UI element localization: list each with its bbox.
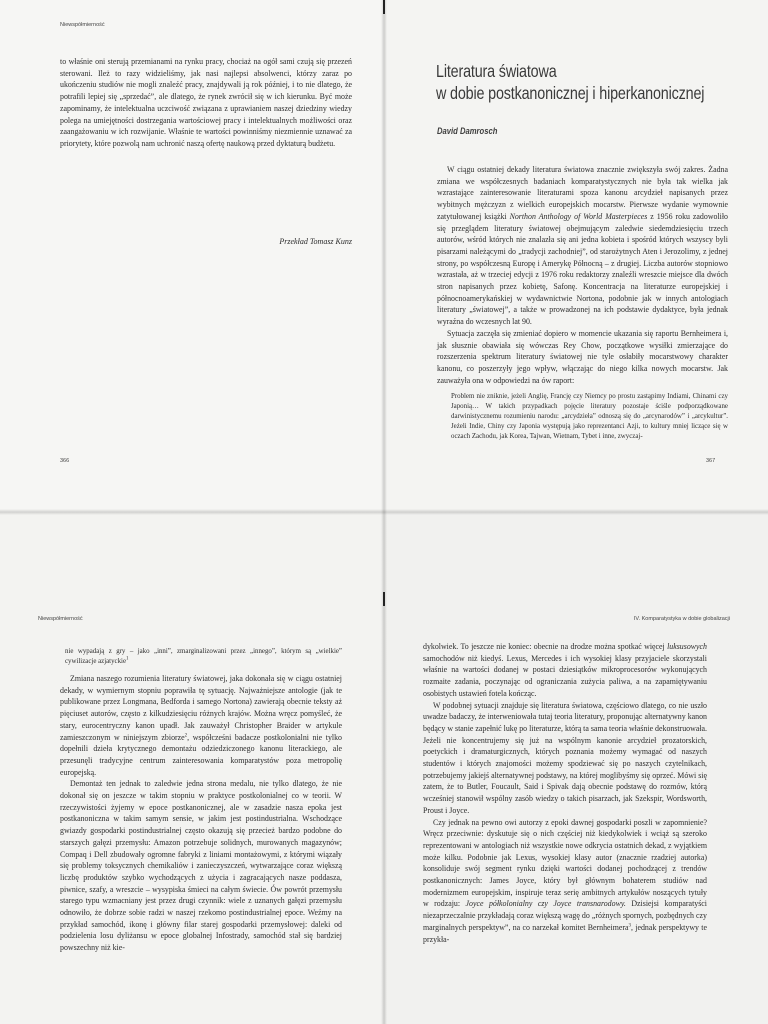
block-quote-continued <box>60 647 342 667</box>
translator-credit: Przekład Tomasz Kunz <box>279 237 352 246</box>
paragraph <box>423 817 707 946</box>
article-title <box>436 60 705 104</box>
page-left-lower <box>0 512 384 1024</box>
footnote-marker: 2 <box>184 732 188 738</box>
running-head: Niewspółmierność <box>60 22 105 28</box>
paragraph: Demontaż ten jednak to zaledwie jedna strona medalu, nie tylko dlatego, że nie dokonał się on jeszcze w takim stopniu w praktyce postkolonialnej co w teorii. W rzeczywistości żyjemy w epoce postkanonicznej, ale w zasadzie nasza epoka jest postkanoniczna w takim samym sensie, w jakim jest postindustrialna. Wschodzące gwiazdy gospodarki postindustrialnej często okazują się przecież bardzo podobne do starszych gałęzi przemysłu: Amazon potrzebuje solidnych, murowanych magazynów; Compaq i Dell zbudowały ogromne fabryki z liniami montażowymi, z którymi wiązały się problemy toksycznych chemikaliów i zanieczyszczeń, wytwarzające coraz większą liczbę produktów szybko wychodzących z użycia i zagracających nasze poddasza, piwnice, szafy, a wreszcie – wysypiska śmieci na całym świecie. Ów powrót przemysłu starego typu wzmacniany jest przez drugi czynnik: wiele z uznanych gałęzi przemysłu odnowiło, że dobrze sobie radzi w naszej rzekomo postindustrialnej epoce. Weźmy na przykład samochód, ikonę i główny filar starej gospodarki przemysłowej: daleki od podzielenia losu dyliżansu w epoce globalnej Infostrady, samochód stał się bardziej powszechny niż kie- <box>60 779 342 953</box>
article-titles: Joyce półkolonialny czy Joyce transnarodowy. <box>465 899 626 909</box>
text-run: , współcześni badacze postkolonialni nie tylko dopełnili dzieła krytycznego demontażu odziedziczonego kanonu literackiego, ale przesunęli tradycyjne centrum zainteresowania komparatystów poza metropolię europejską. <box>60 732 342 777</box>
paragraph <box>437 164 728 328</box>
book-title: Northon Anthology of World Masterpieces <box>509 211 648 221</box>
author-name: David Damrosch <box>437 126 498 136</box>
paragraph: to właśnie oni sterują przemianami na rynku pracy, chociaż na ogół sami czują się przezeń sterowani. Ileż to razy widzieliśmy, jak nasi najlepsi absolwenci, którzy zaraz po ukończeniu studiów nie mogli znaleźć pracy, znajdywali ją rok później, i to nie dlatego, że potrafili lepiej się „sprzedać”, ale dlatego, że rynek zwrócił się w ich kierunku. Być może zapominamy, że intelektualna uczciwość związana z uprawianiem naszej dziedziny wiedzy polega na umiejętności dostrzegania wartościowej pracy i intelektualnych możliwości oraz zaangażowaniu w ich rozwijanie. Właśnie te wartości powinniśmy niezmiennie uznawać za priorytety, które pozwolą nam uchronić naszą ofertę naukową przed dyktaturą budżetu. <box>60 57 352 148</box>
running-head: IV. Komparatystyka w dobie globalizacji <box>633 616 730 622</box>
scan-seam <box>0 509 768 515</box>
page-366 <box>0 0 384 512</box>
text-run: samochodów niż kiedyś. Lexus, Mercedes i ich wysokiej klasy przyjaciele skorzystali właśnie na wartości dodanej w postaci dziesiątków mikroprocesorów wykonujących rozmaite zadania, poczynając od ograniczania zużycia paliwa, a na zapamiętywaniu osobistych ustawień fotela kończąc. <box>423 653 707 698</box>
fold-mark <box>383 0 385 14</box>
page-number: 367 <box>706 458 716 464</box>
paragraph <box>423 641 707 700</box>
page-367 <box>384 0 768 512</box>
text-run: Dzisiejsi komparatyści niezaprzeczalnie przykładają coraz większą wagę do „różnych spornych, pozbędnych czy marginalnych perspektyw”, na co narzekał komitet Bernheimera <box>423 899 707 932</box>
text-run: Zmiana naszego rozumienia literatury światowej, jaka dokonała się w ciągu ostatniej dekady, w wymiernym stopniu poprawiła tę sytuację. Najważniejsze antologie (jak te publikowane przez Longmana, Bedforda i samego Nortona) zawierają obecnie teksty aż pięciuset autorów, często z kilkudziesięciu różnych krajów. Można wręcz pomyśleć, że stary, eurocentryczny kanon upadł. Jak zauważył Christopher Braider w artykule zamieszczonym w niniejszym zbiorze <box>60 674 342 742</box>
text-run: W ciągu ostatniej dekady literatura światowa znacznie zwiększyła swój zakres. Żadna zmiana we współczesnych badaniach komparatystycznych nie była tak wielka jak wzrastające zainteresowanie literaturami spoza kanonu arcydzieł napisanych przez wybitnych mężczyzn z wielkich europejskich mocarstw. Pierwsze wydanie wymownie zatytułowanej książki <box>437 165 728 221</box>
running-head: Niewspółmierność <box>38 616 83 622</box>
text-run: Czy jednak na pewno owi autorzy z epoki dawnej gospodarki poszli w zapomnienie? Wręcz przeciwnie: dyskutuje się o nich częściej niż kiedykolwiek i wciąż są szeroko reprezentowani w antologiach niż wszystkie nowe odkrycia ostatnich dekad, z wyjątkiem może kilku. Podobnie jak Lexus, wysokiej klasy autor (znacznie rzadziej autorka) konsoliduje swój segment rynku dzięki wartości dodanej pochodzącej z trendów postkanonicznych: James Joyce, który był głównym bohaterem studiów nad modernizmem europejskim, inspiruje teraz serię ambitnych artykułów noszących tytuły w rodzaju: <box>423 817 707 909</box>
footnote-marker: 1 <box>126 656 129 662</box>
text-run: dykolwiek. To jeszcze nie koniec: obecnie na drodze można spotkać więcej <box>423 642 665 651</box>
paragraph <box>60 673 342 778</box>
paragraph: W podobnej sytuacji znajduje się literatura światowa, częściowo dlatego, co nie uszło uwadze badaczy, że interweniowała tutaj teoria literatury, proponując alternatywny kanon będący w stanie zapełnić lukę po literaturze, którą ta sama teoria właśnie dekonstruowała. Jeżeli nie koncentrujemy się już na wspólnym kanonie arcydzieł prozatorskich, poetyckich i dramaturgicznych, których poznania możemy wymagać od naszych studentów i których znajomości możemy spodziewać się po naszych czytelnikach, potrzebujemy jakiejś alternatywnej podstawy, na której moglibyśmy się oprzeć. Mówi się zatem, że to Butler, Foucault, Said i Spivak dają obecnie podstawę do rozmów, którą wcześniej stanowił wspólny zasób wiedzy o takich pisarzach, jak Szekspir, Wordsworth, Proust i Joyce. <box>423 700 707 815</box>
paragraph: Sytuacja zaczęła się zmieniać dopiero w momencie ukazania się raportu Bernheimera i, jak słusznie obawiała się wówczas Rey Chow, początkowe wysiłki zmierzające do rozszerzenia spektrum literatury światowej nie tyle osłabiły mocarstwowy charakter kanonu, co poszerzyły jego wpływ, włączając do niego kilka nowych mocarstw. Jak zauważyła ona w odpowiedzi na ów raport: <box>437 328 728 385</box>
text-run: nie wypadają z gry – jako „inni”, zmarginalizowani przez „innego”, którym są „wielkie” cywilizacje azjatyckie <box>65 648 342 665</box>
title-line-1: Literatura światowa <box>436 61 557 81</box>
emphasis: luksusowych <box>667 642 707 651</box>
body-text <box>423 641 707 945</box>
text-run: , jednak perspektywy te przykła- <box>423 922 707 944</box>
title-line-2: w dobie postkanonicznej i hiperkanonicznej <box>436 83 705 103</box>
fold-mark <box>383 592 385 606</box>
body-text <box>60 56 352 150</box>
page-number: 366 <box>60 458 70 464</box>
footnote-marker: 3 <box>628 923 631 929</box>
text-run: z 1956 roku zadowoliło się przeglądem literatury światowej obejmującym zaledwie siedemdziesięciu trzech autorów, wśród których nie znalazła się ani jedna kobieta i spośród których wszyscy byli pisarzami należącymi do „tradycji zachodniej”, od starożytnych Aten i Jerozolimy, z jednej strony, po współczesną Europę i Amerykę Północną – z drugiej. Liczba autorów stopniowo wzrastała, aż w trzeciej edycji z 1976 roku redaktorzy znaleźli wreszcie miejsce dla dwóch stron napisanych przez kobietę, Safonę. Koncentracja na literaturze europejskiej i północnoamerykańskiej w wydawnictwie Nortona, podobnie jak w innych antologiach literatury „światowej”, a także w prowadzonej na ich podstawie dydaktyce, była jednak wyraźna do wczesnych lat 90. <box>437 211 728 327</box>
body-text <box>60 647 342 954</box>
page-right-lower <box>384 512 768 1024</box>
block-quote: Problem nie zniknie, jeżeli Anglię, Francję czy Niemcy po prostu zastąpimy Indiami, Chinami czy Japonią… W takich przypadkach pojęcie literatury pozostaje ściśle podporządkowane darwinistycznemu rozumieniu narodu: „arcydzieła” odnoszą się do „arcynarodów” i „arcykultur”. Jeżeli Indie, Chiny czy Japonia występują jako reprezentanci Azji, to kultury mniej liczące się w oczach Zachodu, jak Korea, Tajwan, Wietnam, Tybet i inne, zwyczaj- <box>451 393 728 441</box>
body-text <box>437 164 728 442</box>
